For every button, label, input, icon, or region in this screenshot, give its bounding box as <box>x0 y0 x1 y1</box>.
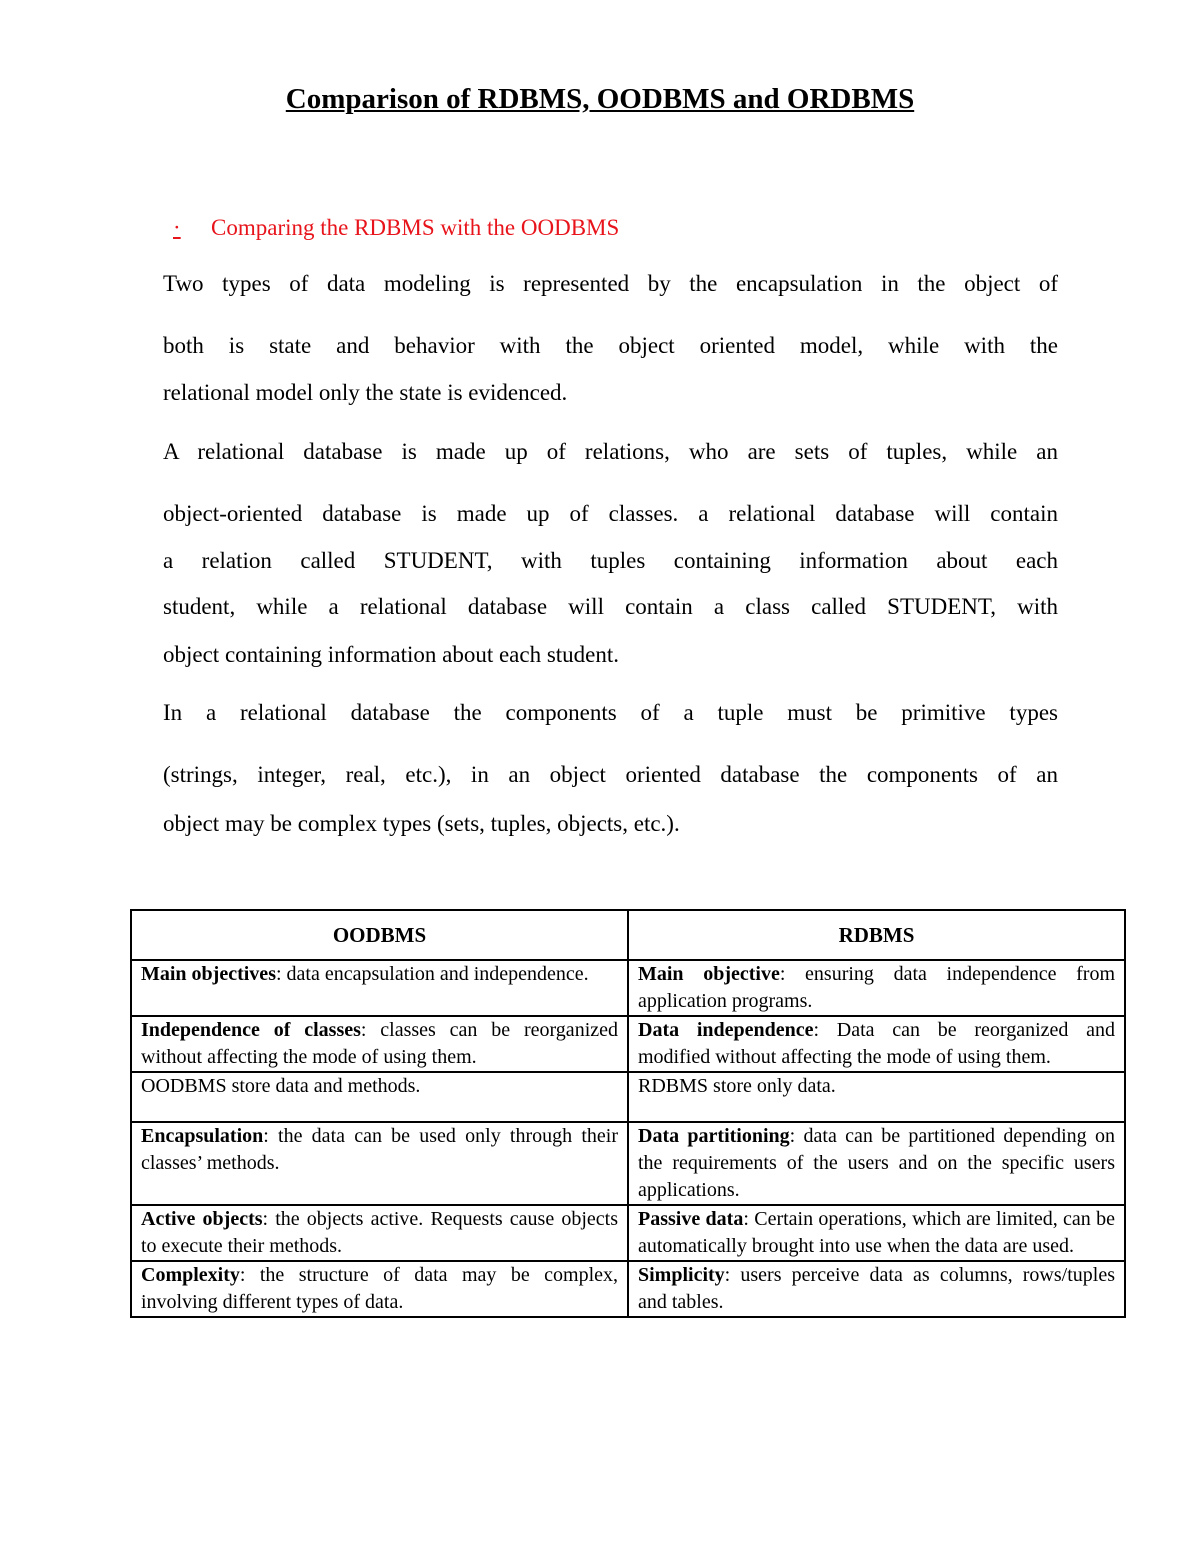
cell-text: : Data can be reorganized and modified without affecting the mode of using them. <box>638 1019 1115 1068</box>
table-cell-rdbms <box>628 960 1125 1016</box>
cell-text: : users perceive data as columns, rows/tuples and tables. <box>638 1264 1115 1313</box>
table-cell-rdbms <box>628 1122 1125 1205</box>
point-line: object-oriented database is made up of classes. a relational database will contain <box>163 501 1058 526</box>
cell-term: Data partitioning <box>638 1125 790 1147</box>
table-cell-oodbms <box>131 1261 628 1317</box>
cell-text: : the objects active. Requests cause objects to execute their methods. <box>141 1208 618 1257</box>
section-heading-text: Comparing the RDBMS with the OODBMS <box>211 215 620 240</box>
cell-text: : Certain operations, which are limited, can be automatically brought into use when the data are used. <box>638 1208 1115 1257</box>
table-row <box>131 960 1125 1016</box>
point-line: both is state and behavior with the object oriented model, while with the <box>163 333 1058 358</box>
cell-text: : ensuring data independence from application programs. <box>638 963 1116 1012</box>
table-cell-rdbms <box>628 1072 1125 1122</box>
section-heading <box>173 212 619 244</box>
point-line: In a relational database the components of a tuple must be primitive types <box>163 700 1058 725</box>
comparison-table <box>130 909 1126 1318</box>
table-cell-rdbms <box>628 1205 1125 1261</box>
table-row <box>131 1205 1125 1261</box>
cell-text: : data encapsulation and independence. <box>275 963 589 985</box>
cell-text: OODBMS store data and methods. <box>141 1075 421 1097</box>
table-cell-oodbms <box>131 1072 628 1122</box>
cell-term: Passive data <box>638 1208 744 1230</box>
cell-term: Independence of classes <box>141 1019 361 1041</box>
table-cell-oodbms <box>131 960 628 1016</box>
table-row <box>131 1122 1125 1205</box>
cell-term: Data independence <box>638 1019 814 1041</box>
cell-text: : the data can be used only through their classes’ methods. <box>141 1125 618 1174</box>
point-line: A relational database is made up of relations, who are sets of tuples, while an <box>163 439 1058 464</box>
table-cell-oodbms <box>131 1122 628 1205</box>
cell-text: : classes can be reorganized without affecting the mode of using them. <box>141 1019 618 1068</box>
point-line: object may be complex types (sets, tuples, objects, etc.). <box>163 811 680 836</box>
table-cell-oodbms <box>131 1205 628 1261</box>
table-cell-oodbms <box>131 1016 628 1072</box>
column-header-oodbms: OODBMS <box>131 910 628 960</box>
section-bullet: · <box>173 215 181 240</box>
cell-term: Active objects <box>141 1208 263 1230</box>
table-row <box>131 1016 1125 1072</box>
cell-term: Main objective <box>638 963 780 985</box>
point-line: student, while a relational database will contain a class called STUDENT, with <box>163 594 1058 619</box>
point-line: Two types of data modeling is represented by the encapsulation in the object of <box>163 271 1058 296</box>
table-row <box>131 1072 1125 1122</box>
table-cell-rdbms <box>628 1016 1125 1072</box>
point-line: a relation called STUDENT, with tuples containing information about each <box>163 548 1058 573</box>
point-line: object containing information about each student. <box>163 642 620 667</box>
cell-term: Encapsulation <box>141 1125 264 1147</box>
table-row <box>131 1261 1125 1317</box>
point-line: (strings, integer, real, etc.), in an object oriented database the components of an <box>163 762 1058 787</box>
bullet-marker-icon <box>130 436 150 468</box>
cell-term: Main objectives <box>141 963 276 985</box>
bullet-marker-icon <box>130 697 150 729</box>
bullet-marker-icon <box>130 268 150 300</box>
column-header-rdbms: RDBMS <box>628 910 1125 960</box>
page-title: Comparison of RDBMS, OODBMS and ORDBMS <box>285 83 915 115</box>
cell-term: Complexity <box>141 1264 240 1286</box>
cell-text: : the structure of data may be complex, involving different types of data. <box>141 1264 618 1313</box>
cell-text: RDBMS store only data. <box>638 1075 836 1097</box>
table-header-row <box>131 910 1125 960</box>
table-cell-rdbms <box>628 1261 1125 1317</box>
point-line: relational model only the state is evidenced. <box>163 380 568 405</box>
cell-term: Simplicity <box>638 1264 725 1286</box>
cell-text: : data can be partitioned depending on the requirements of the users and on the specific users applications. <box>638 1125 1115 1201</box>
